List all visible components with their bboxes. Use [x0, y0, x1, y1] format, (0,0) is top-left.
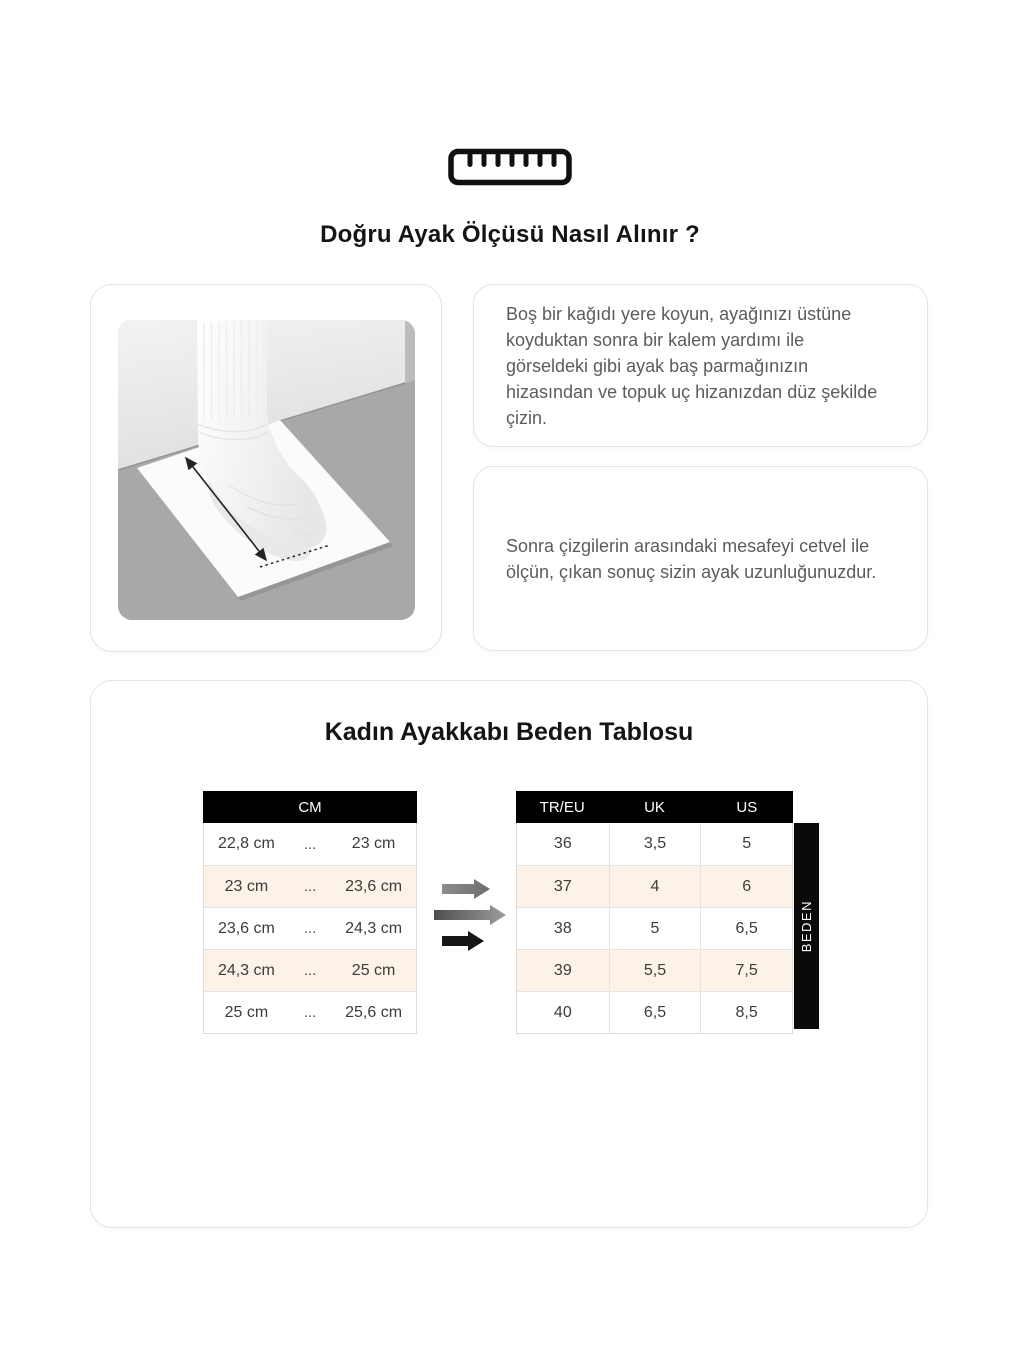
cm-to: 23 cm: [351, 835, 396, 852]
cm-table-row: [204, 949, 416, 991]
cm-to: 25,6 cm: [345, 1003, 403, 1021]
size-uk: 3,5: [609, 823, 701, 865]
size-us: 8,5: [700, 992, 792, 1033]
size-table-row: [517, 949, 792, 991]
cm-table-row: [204, 991, 416, 1033]
page-title: Doğru Ayak Ölçüsü Nasıl Alınır ?: [320, 221, 700, 248]
cm-to: 24,3 cm: [345, 919, 403, 937]
size-axis-label: BEDEN: [799, 899, 814, 953]
size-table-card: [90, 680, 928, 1228]
cm-to: 23,6 cm: [345, 877, 403, 895]
cm-range-separator: ...: [303, 1004, 317, 1021]
instruction-step-2-text: Sonra çizgilerin arasındaki mesafeyi cetvel ile ölçün, çıkan sonuç sizin ayak uzunluğunuzdur.: [506, 535, 877, 582]
size-us: 6: [700, 866, 792, 907]
size-tr-eu: 36: [553, 835, 572, 852]
cm-table: [203, 791, 417, 1034]
header-tr-eu: TR/EU: [539, 798, 585, 816]
foot-measure-photo-card: [90, 284, 442, 652]
cm-range-separator: ...: [303, 962, 317, 979]
size-uk: 6,5: [609, 992, 701, 1033]
size-table-header-row: [516, 791, 793, 823]
size-uk: 4: [609, 866, 701, 907]
cm-table-header: CM: [203, 791, 417, 823]
ruler-icon: [0, 148, 1020, 186]
cm-from: 25 cm: [224, 1003, 269, 1021]
size-table-row: [517, 823, 792, 865]
cm-from: 22,8 cm: [217, 835, 275, 852]
size-tr-eu: 40: [553, 1003, 572, 1021]
header-uk: UK: [644, 798, 665, 816]
size-tr-eu: 37: [553, 877, 572, 895]
size-uk: 5,5: [609, 950, 701, 991]
cm-range-separator: ...: [303, 835, 317, 853]
cm-range-separator: ...: [303, 920, 317, 937]
size-table-title: Kadın Ayakkabı Beden Tablosu: [324, 718, 694, 746]
size-table-row: [517, 991, 792, 1033]
foot-measure-photo: [118, 320, 415, 620]
cm-from: 24,3 cm: [217, 961, 275, 979]
cm-from: 23 cm: [224, 877, 269, 895]
cm-table-row: [204, 823, 416, 865]
cm-table-row: [204, 907, 416, 949]
cm-table-row: [204, 865, 416, 907]
size-table-row: [517, 865, 792, 907]
size-axis-strip: [794, 823, 819, 1029]
size-table-row: [517, 907, 792, 949]
size-uk: 5: [609, 908, 701, 949]
cm-to: 25 cm: [351, 961, 396, 979]
header-us: US: [736, 798, 758, 816]
instruction-card-2: [473, 466, 928, 651]
size-tr-eu: 39: [553, 961, 572, 979]
instruction-step-1-text: Boş bir kağıdı yere koyun, ayağınızı üstüne koyduktan sonra bir kalem yardımı ile görseldeki gibi ayak baş parmağınızın hizasından ve topuk uç hizanızdan düz şekilde çizin.: [506, 303, 878, 428]
size-us: 7,5: [700, 950, 792, 991]
cm-from: 23,6 cm: [217, 919, 275, 937]
size-us: 5: [700, 823, 792, 865]
size-us: 6,5: [700, 908, 792, 949]
instruction-card-1: [473, 284, 928, 447]
cm-range-separator: ...: [303, 878, 317, 895]
conversion-arrows-icon: [434, 877, 508, 958]
size-conversion-table: [516, 791, 793, 1034]
size-tr-eu: 38: [553, 919, 572, 937]
